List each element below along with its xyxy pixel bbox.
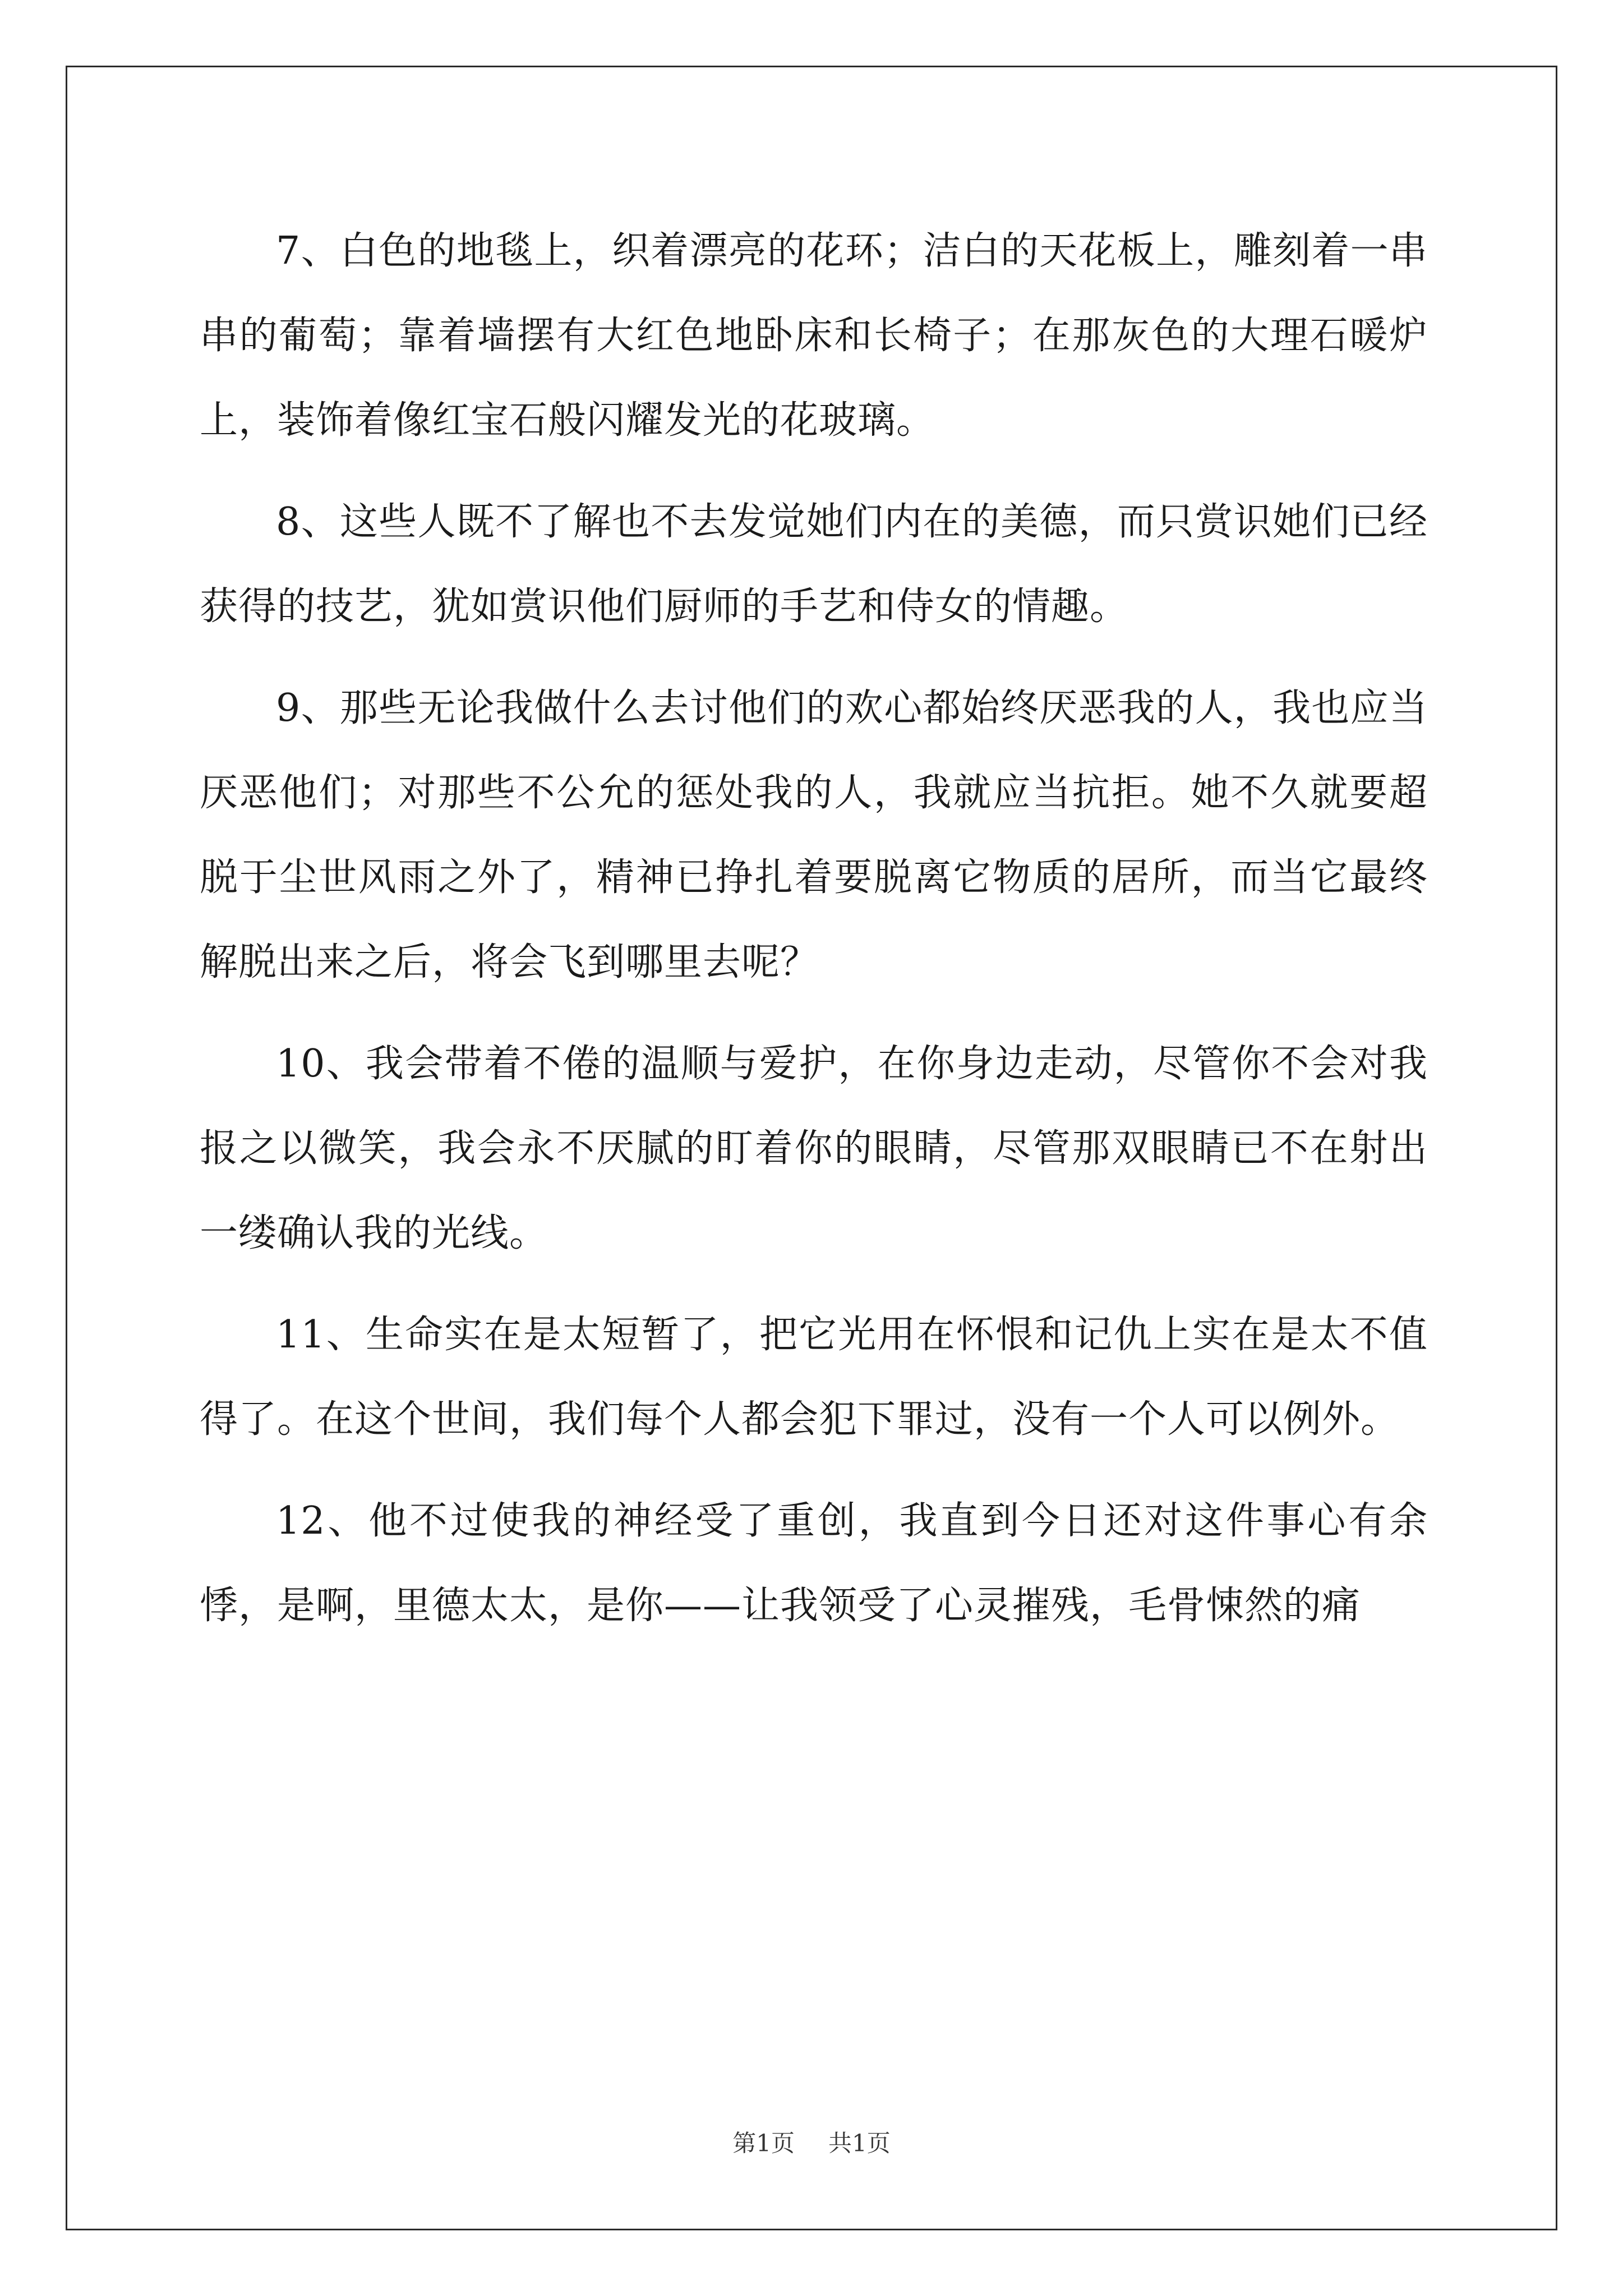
document-body bbox=[200, 209, 1428, 1665]
page-number: 第1页 bbox=[732, 2129, 795, 2157]
paragraph-8: 8、这些人既不了解也不去发觉她们内在的美德，而只赏识她们已经获得的技艺，犹如赏识他们厨师的手艺和侍女的情趣。 bbox=[200, 500, 1428, 629]
paragraph-7: 7、白色的地毯上，织着漂亮的花环；洁白的天花板上，雕刻着一串串的葡萄；靠着墙摆有大红色地卧床和长椅子；在那灰色的大理石暖炉上，装饰着像红宝石般闪耀发光的花玻璃。 bbox=[200, 229, 1428, 443]
paragraph-9: 9、那些无论我做什么去讨他们的欢心都始终厌恶我的人，我也应当厌恶他们；对那些不公允的惩处我的人，我就应当抗拒。她不久就要超脱于尘世风雨之外了，精神已挣扎着要脱离它物质的居所，而当它最终解脱出来之后，将会飞到哪里去呢？ bbox=[200, 686, 1428, 984]
paragraph-10: 10、我会带着不倦的温顺与爱护，在你身边走动，尽管你不会对我报之以微笑，我会永不厌腻的盯着你的眼睛，尽管那双眼睛已不在射出一缕确认我的光线。 bbox=[200, 1042, 1428, 1255]
paragraph-12: 12、他不过使我的神经受了重创，我直到今日还对这件事心有余悸，是啊，里德太太，是你——让我领受了心灵摧残，毛骨悚然的痛 bbox=[200, 1499, 1428, 1628]
page-footer bbox=[0, 2125, 1623, 2159]
page-total: 共1页 bbox=[828, 2129, 891, 2157]
paragraph-11: 11、生命实在是太短暂了，把它光用在怀恨和记仇上实在是太不值得了。在这个世间，我们每个人都会犯下罪过，没有一个人可以例外。 bbox=[200, 1313, 1428, 1442]
